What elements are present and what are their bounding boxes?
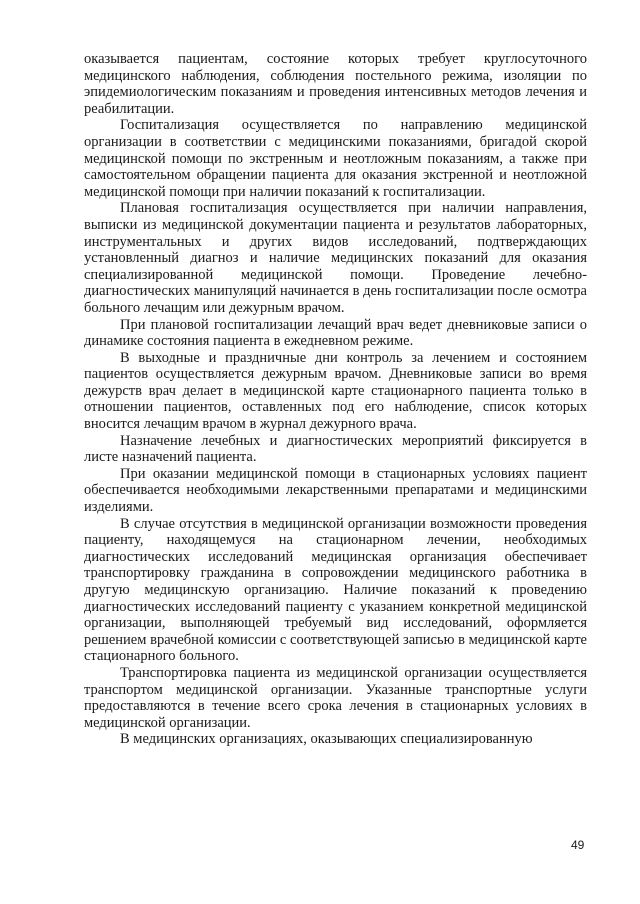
paragraph: В медицинских организациях, оказывающих специализированную <box>120 731 533 748</box>
paragraph: При плановой госпитализации лечащий врач ведет дневниковые записи о динамике состояния пациента в ежедневном режиме. <box>84 316 587 350</box>
paragraph: Плановая госпитализация осуществляется при наличии направления, выписки из медицинской документации пациента и результатов лабораторных, инструментальных и других видов исследований, подтверждающих установленный диагноз и наличие медицинских показаний для оказания специализированной медицинской помощи. Проведение лечебно-диагностических манипуляций начинается в день госпитализации после осмотра больного лечащим или дежурным врачом. <box>84 200 587 316</box>
paragraph: Госпитализация осуществляется по направлению медицинской организации в соответствии с медицинскими показаниями, бригадой скорой медицинской помощи по экстренным и неотложным показаниям, а также при самостоятельном обращении пациента для оказания экстренной и неотложной медицинской помощи при наличии показаний к госпитализации. <box>84 117 587 200</box>
paragraph: Транспортировка пациента из медицинской организации осуществляется транспортом медицинской организации. Указанные транспортные услуги предоставляются в течение всего срока лечения в стационарных условиях в медицинской организации. <box>84 664 587 731</box>
paragraph: В случае отсутствия в медицинской организации возможности проведения пациенту, находящемуся на стационарном лечении, необходимых диагностических исследований медицинская организация обеспечивает транспортировку гражданина в сопровождении медицинского работника в другую медицинскую организацию. Наличие показаний к проведению диагностических исследований пациенту с указанием конкретной медицинской организации, выполняющей требуемый вид исследований, оформляется решением врачебной комиссии с соответствующей записью в медицинской карте стационарного больного. <box>84 515 587 665</box>
paragraph: В выходные и праздничные дни контроль за лечением и состоянием пациентов осуществляется дежурным врачом. Дневниковые записи во время дежурств врач делает в медицинской карте стационарного пациента только в отношении пациентов, оставленных под его наблюдение, список которых вносится лечащим врачом в журнал дежурного врача. <box>84 349 587 433</box>
body-text <box>84 51 587 748</box>
paragraph: оказывается пациентам, состояние которых требует круглосуточного медицинского наблюдения, соблюдения постельного режима, изоляции по эпидемиологическим показаниям и проведения интенсивных методов лечения и реабилитации. <box>84 51 587 117</box>
paragraph: При оказании медицинской помощи в стационарных условиях пациент обеспечивается необходимыми лекарственными препаратами и медицинскими изделиями. <box>84 465 587 516</box>
page-number: 49 <box>571 838 585 852</box>
paragraph: Назначение лечебных и диагностических мероприятий фиксируется в листе назначений пациента. <box>84 432 587 466</box>
